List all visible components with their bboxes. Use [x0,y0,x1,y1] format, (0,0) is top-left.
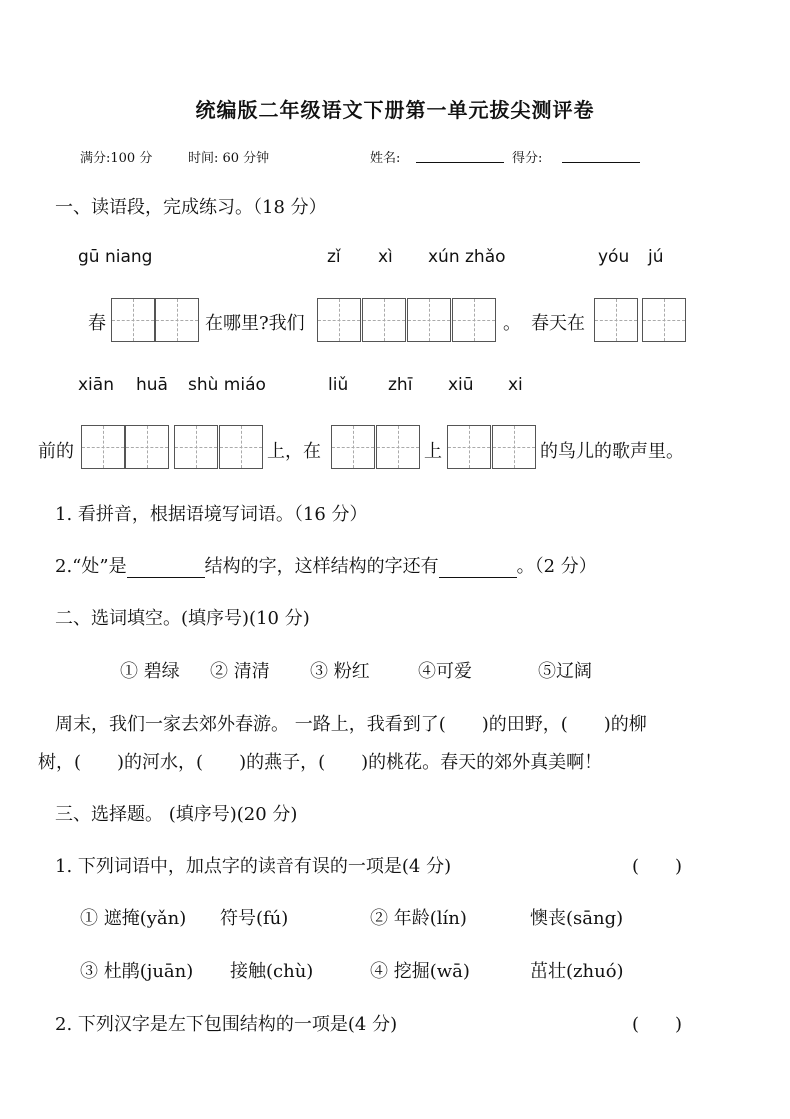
pinyin: zǐ [327,247,341,267]
word-option: ③ 粉红 [310,661,370,682]
pinyin: gū niang [78,247,153,267]
answer-blank[interactable] [127,559,205,578]
pinyin: liǔ [328,375,349,395]
mc-option: 接触(chù) [230,961,314,982]
mc-question-1: 1. 下列词语中，加点字的读音有误的一项是(4 分) [55,856,452,877]
mc-option: ④ 挖掘(wā) [370,961,470,982]
pinyin: jú [648,247,664,267]
char-box[interactable] [155,298,199,342]
passage-text: 春 [88,313,106,334]
passage-line: 树，( )的河水，( )的燕子，( )的桃花。春天的郊外真美啊！ [38,752,603,773]
page-title: 统编版二年级语文下册第一单元拔尖测评卷 [195,98,595,122]
word-option: ⑤辽阔 [538,661,592,682]
passage-text: 上，在 [267,441,321,462]
passage-text: 前的 [38,441,74,462]
char-box[interactable] [492,425,536,469]
pinyin: yóu [598,247,630,267]
question-2 [55,552,597,578]
passage-text: 。 [503,313,521,334]
char-box[interactable] [447,425,491,469]
section2-heading: 二、选词填空。(填序号)(10 分) [55,608,310,629]
char-box[interactable] [125,425,169,469]
pinyin: shù miáo [188,375,266,395]
passage-text: 上 [424,441,442,462]
answer-bracket[interactable]: ( ) [632,856,683,877]
char-box[interactable] [452,298,496,342]
char-box[interactable] [594,298,638,342]
pinyin: xún zhǎo [428,247,506,267]
time-limit: 时间: 60 分钟 [188,151,270,166]
char-box[interactable] [317,298,361,342]
passage-text: 在哪里?我们 [205,313,305,334]
mc-option: ① 遮掩(yǎn) [80,908,187,929]
answer-bracket[interactable]: ( ) [632,1014,683,1035]
char-box[interactable] [331,425,375,469]
word-option: ① 碧绿 [120,661,180,682]
mc-question-2: 2. 下列汉字是左下包围结构的一项是(4 分) [55,1014,398,1035]
pinyin: xiān [78,375,114,395]
char-box[interactable] [174,425,218,469]
pinyin: zhī [388,375,413,395]
mc-option: 茁壮(zhuó) [530,961,624,982]
passage-text: 的鸟儿的歌声里。 [540,441,684,462]
section1-heading: 一、读语段，完成练习。（18 分） [55,197,327,218]
char-box[interactable] [642,298,686,342]
char-box[interactable] [219,425,263,469]
score-field[interactable] [562,146,640,163]
name-field[interactable] [416,146,504,163]
mc-option: ③ 杜鹃(juān) [80,961,194,982]
pinyin: xì [378,247,393,267]
question-1: 1. 看拼音，根据语境写词语。（16 分） [55,504,368,525]
pinyin: huā [136,375,168,395]
mc-option: ② 年龄(lín) [370,908,467,929]
full-score: 满分:100 分 [80,151,153,166]
char-box[interactable] [407,298,451,342]
score-label: 得分: [512,151,543,166]
section3-heading: 三、选择题。 (填序号)(20 分) [55,804,298,825]
mc-option: 符号(fú) [220,908,289,929]
question-2-text: 结构的字，这样结构的字还有 [204,556,439,577]
word-option: ④可爱 [418,661,472,682]
passage-text: 春天在 [531,313,585,334]
pinyin: xi [508,375,523,395]
char-box[interactable] [376,425,420,469]
name-label: 姓名: [370,151,401,166]
answer-blank[interactable] [439,559,517,578]
char-box[interactable] [362,298,406,342]
char-box[interactable] [111,298,155,342]
question-2-text: 2.“处”是 [55,556,127,577]
char-box[interactable] [81,425,125,469]
mc-option: 懊丧(sāng) [530,908,624,929]
pinyin: xiū [448,375,474,395]
passage-line: 周末，我们一家去郊外春游。 一路上，我看到了( )的田野，( )的柳 [55,714,647,735]
word-option: ② 清清 [210,661,270,682]
question-2-text: 。（2 分） [516,556,597,577]
